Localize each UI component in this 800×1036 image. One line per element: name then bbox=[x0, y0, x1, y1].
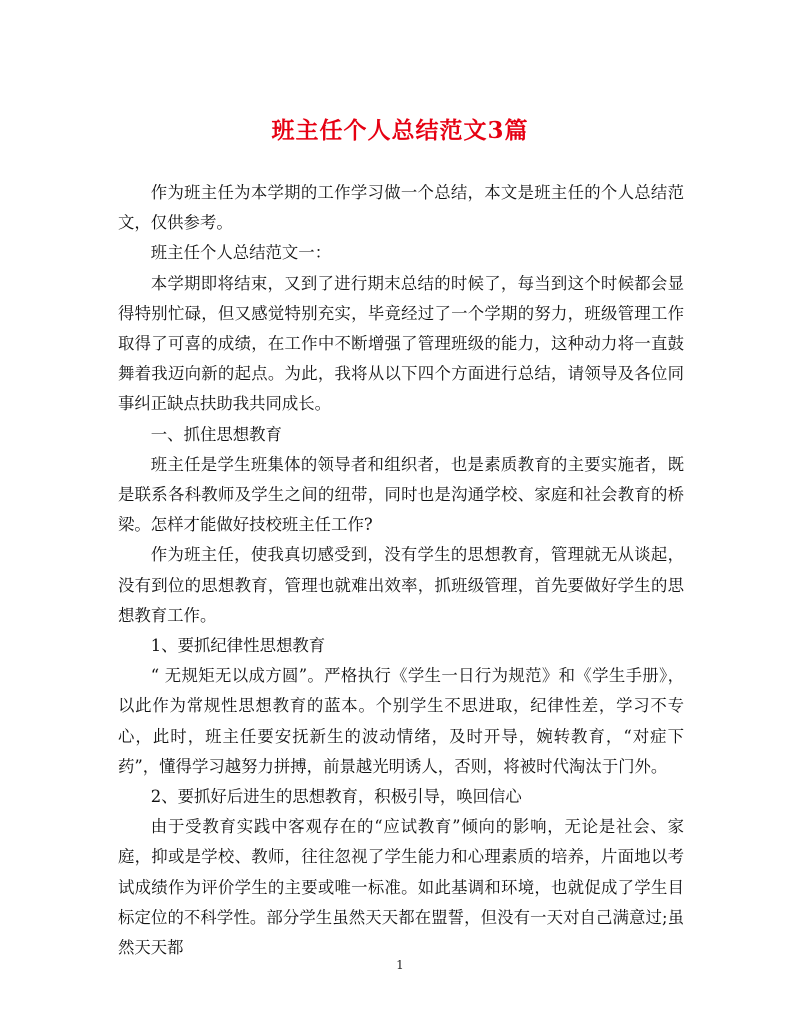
paragraph-opening: 本学期即将结束，又到了进行期末总结的时候了，每当到这个时候都会显得特别忙碌，但又感觉特别充实，毕竟经过了一个学期的努力，班级管理工作取得了可喜的成绩，在工作中不断增强了管理班级的能力，这种动力将一直鼓舞着我迈向新的起点。为此，我将从以下四个方面进行总结，请领导及各位同事纠正缺点扶助我共同成长。 bbox=[118, 273, 684, 414]
document-body bbox=[118, 178, 684, 963]
paragraph-intro: 作为班主任为本学期的工作学习做一个总结，本文是班主任的个人总结范文，仅供参考。 bbox=[118, 183, 684, 233]
subheading-discipline: 1、要抓纪律性思想教育 bbox=[150, 636, 326, 656]
paragraph-exam-oriented: 由于受教育实践中客观存在的“应试教育”倾向的影响，无论是社会、家庭，抑或是学校、教师，往往忽视了学生能力和心理素质的培养，片面地以考试成绩作为评价学生的主要或唯一标准。如此基调和环境，也就促成了学生目标定位的不科学性。部分学生虽然天天都在盟誓，但没有一天对自己满意过;虽然天天都 bbox=[118, 817, 684, 958]
paragraph-heading-sample-one: 班主任个人总结范文一： bbox=[150, 243, 332, 263]
paragraph-management: 作为班主任，使我真切感受到，没有学生的思想教育，管理就无从谈起，没有到位的思想教育，管理也就难出效率，抓班级管理，首先要做好学生的思想教育工作。 bbox=[118, 545, 684, 625]
paragraph-teacher-role: 班主任是学生班集体的领导者和组织者，也是素质教育的主要实施者，既是联系各科教师及学生之间的纽带，同时也是沟通学校、家庭和社会教育的桥梁。怎样才能做好技校班主任工作? bbox=[118, 454, 684, 535]
section-heading-thought-education: 一、抓住思想教育 bbox=[150, 424, 282, 444]
paragraph-discipline: “ 无规矩无以成方圆”。严格执行《学生一日行为规范》和《学生手册》，以此作为常规性思想教育的蓝本。个别学生不思进取，纪律性差，学习不专心，此时，班主任要安抚新生的波动情绪，及时开导，婉转教育，“对症下药”，懂得学习越努力拼搏，前景越光明诱人，否则，将被时代淘汰于门外。 bbox=[118, 666, 684, 776]
page-number: 1 bbox=[396, 958, 404, 972]
document-title: 班主任个人总结范文3篇 bbox=[271, 117, 529, 144]
subheading-struggling-students: 2、要抓好后进生的思想教育，积极引导，唤回信心 bbox=[150, 787, 522, 807]
